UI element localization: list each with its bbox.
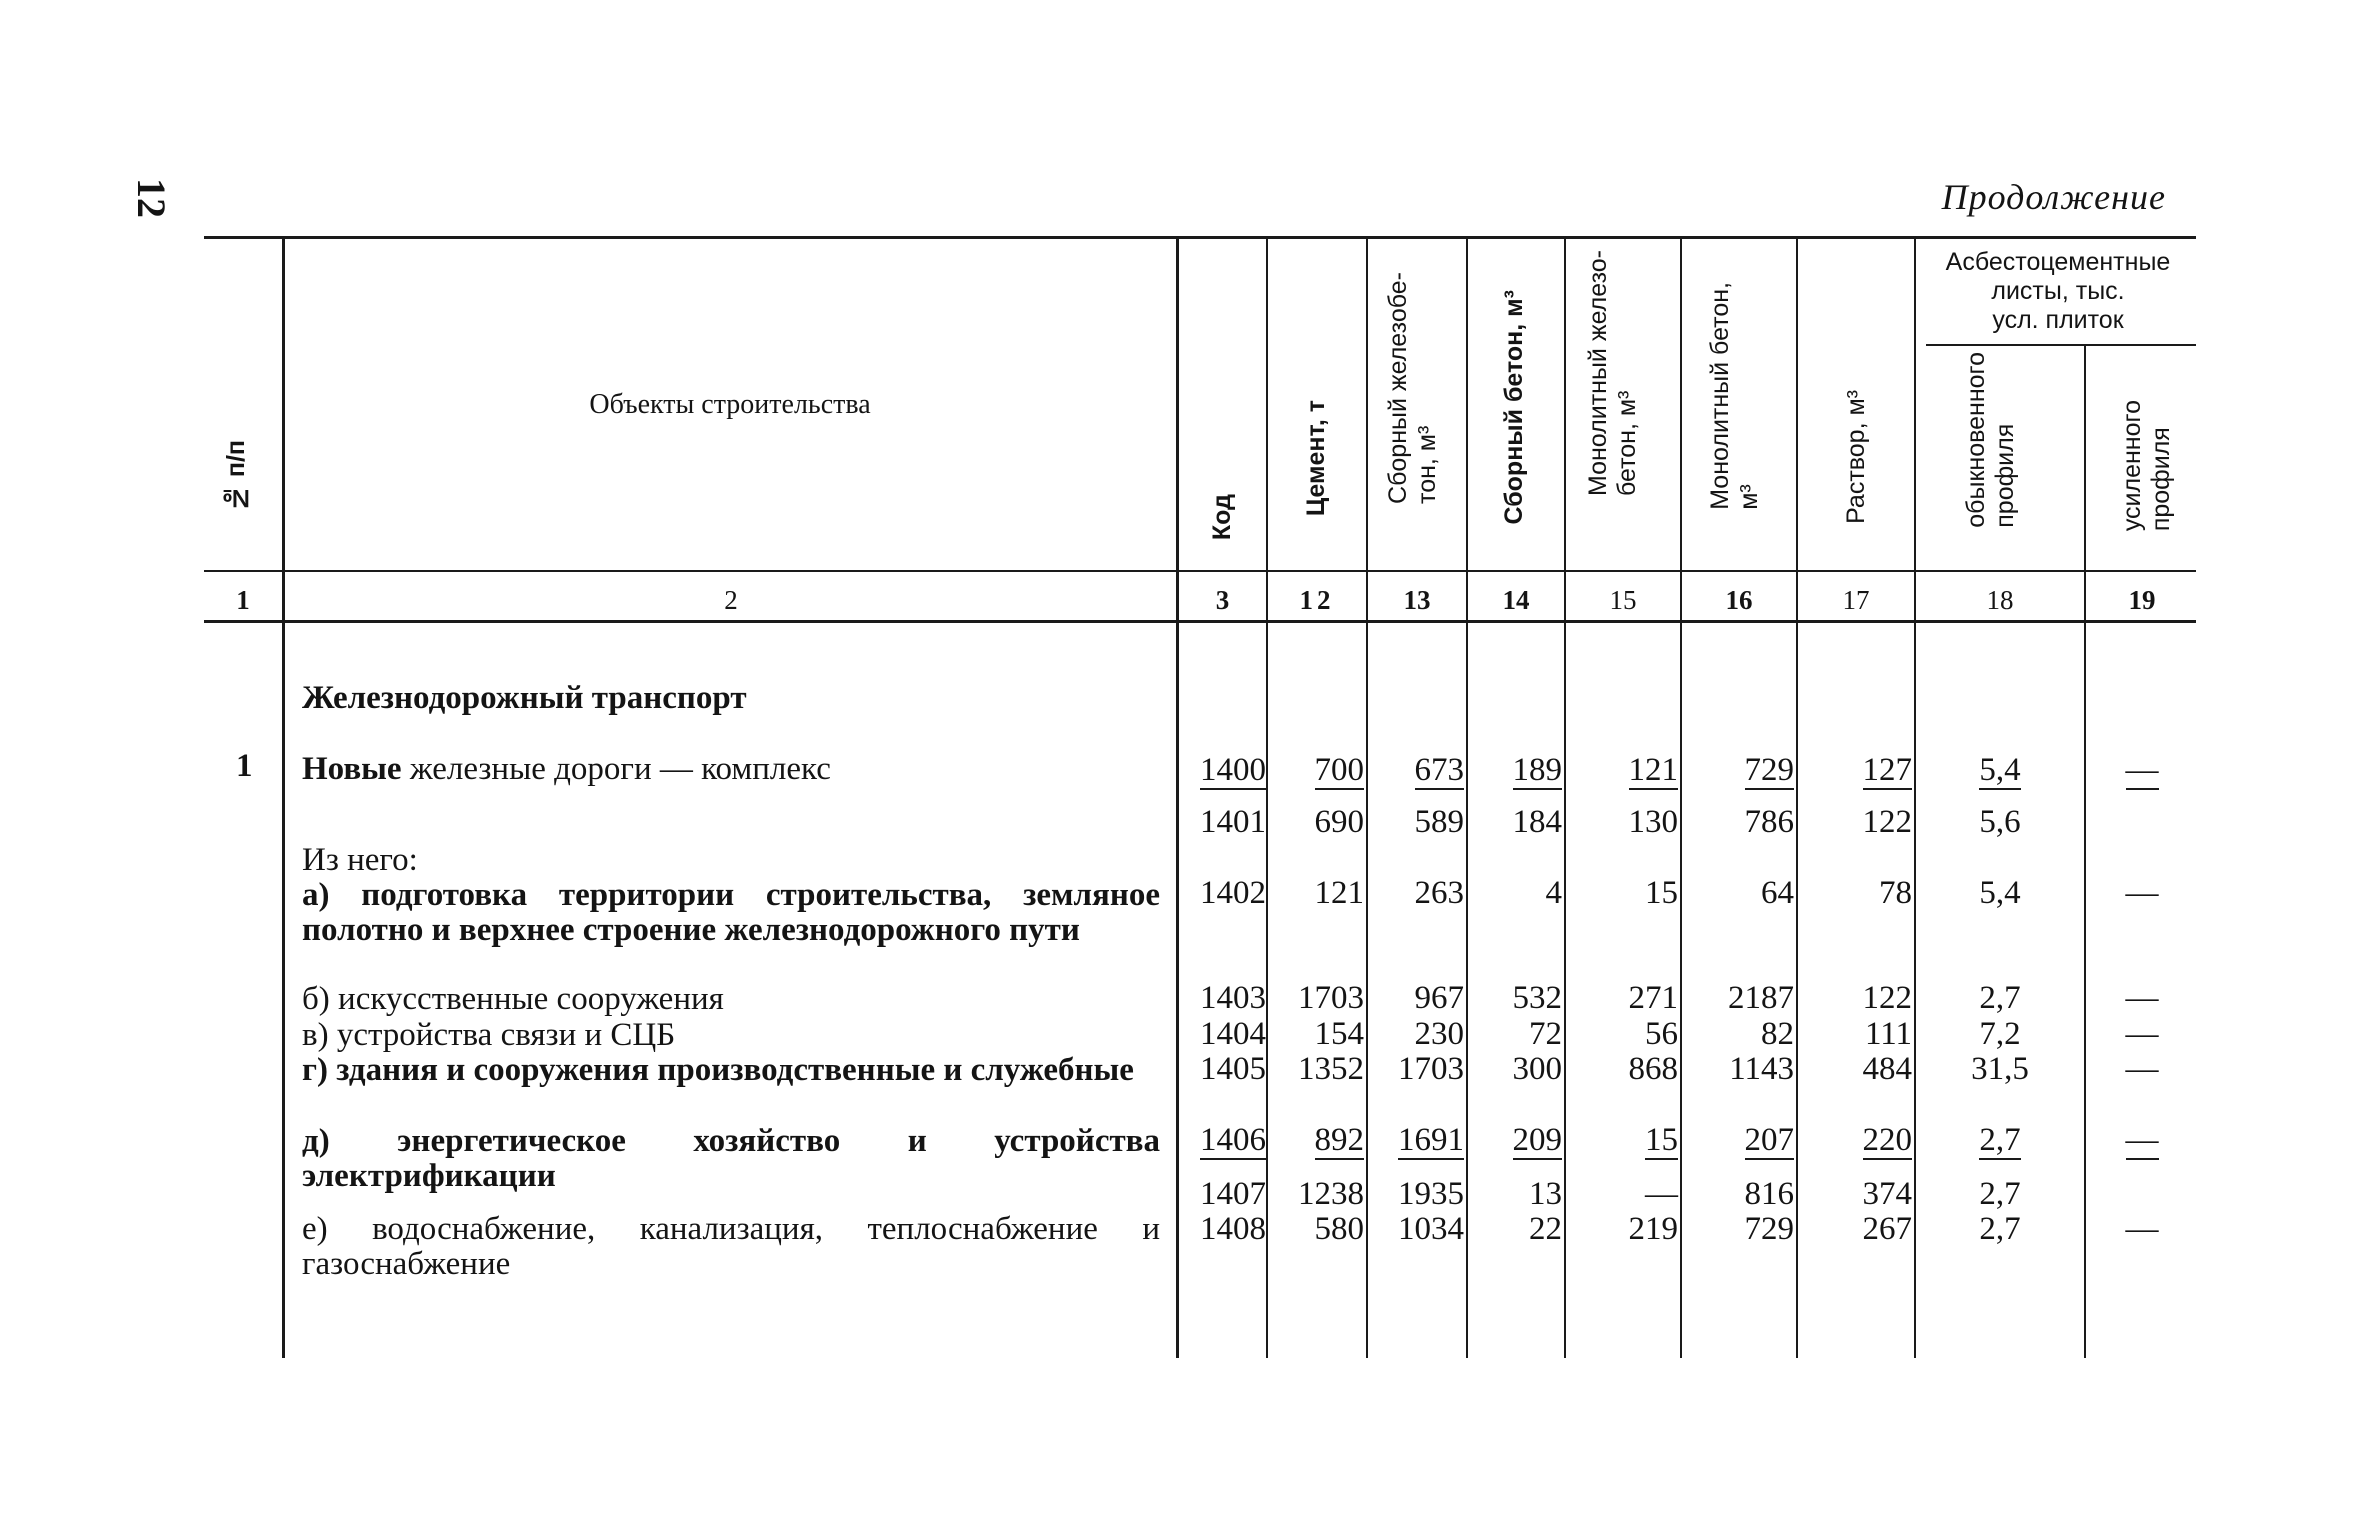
- cell-b_vals-0: [1180, 980, 1266, 1016]
- header-reinforced-l2: профиля: [2147, 427, 2175, 532]
- cell-value: 729: [1744, 1211, 1794, 1247]
- cell-value: 184: [1512, 804, 1562, 840]
- col-rule-1: [282, 238, 285, 1358]
- cell-v_vals-3: [1470, 1016, 1562, 1052]
- colnum-19: 19: [2128, 585, 2156, 615]
- cell-d_a-7: [1918, 1122, 2082, 1158]
- cell-a_vals-8: [2088, 875, 2196, 911]
- cell-value: 589: [1414, 804, 1464, 840]
- header-monolithic-concrete: [1706, 282, 1764, 510]
- cell-value: 2187: [1728, 980, 1794, 1016]
- cell-d_b-0: [1180, 1176, 1266, 1212]
- cell-r1_a-4: [1568, 752, 1678, 788]
- header-code: Код: [1208, 494, 1236, 541]
- cell-value: 78: [1879, 875, 1912, 911]
- col-rule-6: [1564, 238, 1566, 1358]
- cell-value: 2,7: [1979, 1211, 2021, 1247]
- cell-value: 1703: [1298, 980, 1364, 1016]
- cell-b_vals-4: [1568, 980, 1678, 1016]
- cell-value: 1401: [1200, 804, 1266, 840]
- cell-e_vals-0: [1180, 1211, 1266, 1247]
- cell-value: 111: [1864, 1016, 1912, 1052]
- cell-value: 121: [1314, 875, 1364, 911]
- cell-r1_a-6: [1800, 752, 1912, 788]
- cell-r1_a-2: [1370, 752, 1464, 788]
- cell-value: 580: [1314, 1211, 1364, 1247]
- header-precast-rc-l2: тон, м³: [1413, 425, 1441, 504]
- cell-value: 1408: [1200, 1211, 1266, 1247]
- header-reinforced: [2118, 400, 2176, 531]
- cell-e_vals-2: [1370, 1211, 1464, 1247]
- header-precast-rc: [1384, 272, 1442, 504]
- cell-d_a-3: [1470, 1122, 1562, 1158]
- cell-value: 13: [1529, 1176, 1562, 1212]
- header-asbestos-group: [1918, 248, 2198, 335]
- cell-value: 1405: [1200, 1051, 1266, 1087]
- row-1-label-rest: железные дороги — комплекс: [401, 751, 831, 787]
- row-g-label: г) здания и сооружения производственные и служебные: [302, 1052, 1134, 1088]
- cell-value: 7,2: [1979, 1016, 2021, 1052]
- row-a-label: а) подготовка территории строительства, земляное полотно и верхнее строение железнодорожного пути: [302, 877, 1160, 948]
- cell-value: —: [1645, 1176, 1678, 1212]
- row-v-label: в) устройства связи и СЦБ: [302, 1017, 676, 1053]
- cell-value: 374: [1862, 1176, 1912, 1212]
- cell-value: 4: [1545, 875, 1562, 911]
- cell-value: —: [2125, 1051, 2159, 1087]
- top-rule: [204, 236, 2196, 239]
- cell-value: 1703: [1398, 1051, 1464, 1087]
- cell-value: 56: [1645, 1016, 1678, 1052]
- header-row-no: № п/п: [222, 440, 250, 513]
- cell-value: 729: [1744, 752, 1794, 788]
- cell-v_vals-8: [2088, 1016, 2196, 1052]
- col-rule-7: [1680, 238, 1682, 1358]
- cell-e_vals-1: [1270, 1211, 1364, 1247]
- cell-value: 1403: [1200, 980, 1266, 1016]
- cell-d_a-2: [1370, 1122, 1464, 1158]
- cell-r1_b-1: [1270, 804, 1364, 840]
- cell-value: 1935: [1398, 1176, 1464, 1212]
- row-1-label-bold: Новые: [302, 751, 402, 787]
- cell-r1_b-3: [1470, 804, 1562, 840]
- cell-value: 2,7: [1979, 980, 2021, 1016]
- cell-e_vals-6: [1800, 1211, 1912, 1247]
- cell-value: 122: [1862, 804, 1912, 840]
- cell-value: 300: [1512, 1051, 1562, 1087]
- cell-b_vals-3: [1470, 980, 1562, 1016]
- cell-r1_a-0: [1180, 752, 1266, 788]
- cell-e_vals-8: [2088, 1211, 2196, 1247]
- colnum-13: 13: [1403, 585, 1431, 615]
- cell-r1_b-4: [1568, 804, 1678, 840]
- cell-b_vals-8: [2088, 980, 2196, 1016]
- cell-value: 1406: [1200, 1122, 1266, 1158]
- cell-value: 271: [1628, 980, 1678, 1016]
- header-cement: Цемент, т: [1302, 400, 1330, 517]
- cell-g_vals-6: [1800, 1051, 1912, 1087]
- cell-d_b-3: [1470, 1176, 1562, 1212]
- cell-value: —: [2125, 875, 2159, 911]
- cell-value: 31,5: [1971, 1051, 2029, 1087]
- cell-value: 219: [1628, 1211, 1678, 1247]
- cell-r1_b-6: [1800, 804, 1912, 840]
- cell-value: 72: [1529, 1016, 1562, 1052]
- cell-value: 267: [1862, 1211, 1912, 1247]
- cell-value: 1034: [1398, 1211, 1464, 1247]
- colnum-17: 17: [1842, 585, 1870, 615]
- cell-d_b-7: [1918, 1176, 2082, 1212]
- cell-a_vals-1: [1270, 875, 1364, 911]
- cell-g_vals-0: [1180, 1051, 1266, 1087]
- colnum-1: 1: [236, 585, 250, 615]
- cell-g_vals-3: [1470, 1051, 1562, 1087]
- row-e-label: е) водоснабжение, канализация, теплоснабжение и газоснабжение: [302, 1211, 1160, 1282]
- header-asbestos-l2: листы, тыс.: [1991, 277, 2125, 305]
- header-ordinary: [1962, 352, 2020, 528]
- cell-d_b-5: [1684, 1176, 1794, 1212]
- asbestos-sub-rule: [1926, 344, 2196, 346]
- cell-v_vals-6: [1800, 1016, 1912, 1052]
- continuation-label: Продолжение: [1941, 177, 2166, 217]
- col-rule-2: [1176, 238, 1179, 1358]
- cell-value: 64: [1761, 875, 1794, 911]
- cell-e_vals-7: [1918, 1211, 2082, 1247]
- cell-r1_b-5: [1684, 804, 1794, 840]
- cell-value: 700: [1314, 752, 1364, 788]
- cell-g_vals-8: [2088, 1051, 2196, 1087]
- cell-value: 1143: [1729, 1051, 1794, 1087]
- cell-value: 2,7: [1979, 1176, 2021, 1212]
- header-reinforced-l1: усиленного: [2118, 400, 2146, 532]
- cell-e_vals-4: [1568, 1211, 1678, 1247]
- cell-value: 154: [1314, 1016, 1364, 1052]
- cell-value: 127: [1862, 752, 1912, 788]
- colnum-18: 18: [1986, 585, 2014, 615]
- cell-value: 1402: [1200, 875, 1266, 911]
- cell-r1_a-7: [1918, 752, 2082, 788]
- cell-r1_a-3: [1470, 752, 1562, 788]
- cell-a_vals-0: [1180, 875, 1266, 911]
- cell-d_a-8: [2088, 1122, 2196, 1158]
- cell-v_vals-0: [1180, 1016, 1266, 1052]
- cell-g_vals-7: [1918, 1051, 2082, 1087]
- cell-value: 130: [1628, 804, 1678, 840]
- colnum-3: 3: [1215, 585, 1230, 615]
- col-rule-4: [1366, 238, 1368, 1358]
- header-ordinary-l1: обыкновенного: [1962, 352, 1990, 528]
- cell-value: 22: [1529, 1211, 1562, 1247]
- cell-value: 967: [1414, 980, 1464, 1016]
- cell-a_vals-3: [1470, 875, 1562, 911]
- cell-value: 15: [1645, 1122, 1678, 1158]
- cell-g_vals-1: [1270, 1051, 1364, 1087]
- cell-a_vals-7: [1918, 875, 2082, 911]
- header-monolithic-concrete-l2: м³: [1735, 484, 1763, 510]
- cell-value: 121: [1628, 752, 1678, 788]
- cell-d_a-5: [1684, 1122, 1794, 1158]
- header-monolithic-concrete-l1: Монолитный бетон,: [1706, 282, 1734, 510]
- cell-d_a-0: [1180, 1122, 1266, 1158]
- cell-b_vals-2: [1370, 980, 1464, 1016]
- header-precast-rc-l1: Сборный железобе-: [1384, 272, 1412, 504]
- row-d-label: д) энергетическое хозяйство и устройства электрификации: [302, 1123, 1160, 1194]
- cell-r1_a-5: [1684, 752, 1794, 788]
- cell-d_a-6: [1800, 1122, 1912, 1158]
- header-asbestos-l1: Асбестоцементные: [1945, 248, 2171, 276]
- header-ordinary-l2: профиля: [1991, 423, 2019, 528]
- row-b-label: б) искусственные сооружения: [302, 981, 724, 1017]
- cell-d_b-2: [1370, 1176, 1464, 1212]
- cell-value: 5,4: [1979, 752, 2021, 788]
- cell-a_vals-2: [1370, 875, 1464, 911]
- cell-g_vals-5: [1684, 1051, 1794, 1087]
- cell-a_vals-5: [1684, 875, 1794, 911]
- header-mortar: Раствор, м³: [1842, 390, 1870, 524]
- cell-g_vals-4: [1568, 1051, 1678, 1087]
- cell-d_a-4: [1568, 1122, 1678, 1158]
- colnum-2: 2: [724, 585, 738, 615]
- section-title: Железнодорожный транспорт: [302, 680, 747, 716]
- cell-value: 1400: [1200, 752, 1266, 788]
- cell-e_vals-5: [1684, 1211, 1794, 1247]
- cell-value: 230: [1414, 1016, 1464, 1052]
- cell-value: 690: [1314, 804, 1364, 840]
- cell-value: 868: [1628, 1051, 1678, 1087]
- cell-b_vals-6: [1800, 980, 1912, 1016]
- cell-value: 892: [1314, 1122, 1364, 1158]
- cell-value: 786: [1744, 804, 1794, 840]
- col-rule-3: [1266, 238, 1268, 1358]
- cell-value: 1691: [1398, 1122, 1464, 1158]
- row-number: 1: [236, 748, 253, 784]
- cell-r1_b-7: [1918, 804, 2082, 840]
- colnum-12: 12: [1299, 585, 1335, 615]
- header-monolithic-rc-l1: Монолитный железо-: [1584, 250, 1612, 497]
- cell-v_vals-5: [1684, 1016, 1794, 1052]
- cell-value: 82: [1761, 1016, 1794, 1052]
- cell-b_vals-7: [1918, 980, 2082, 1016]
- cell-a_vals-4: [1568, 875, 1678, 911]
- col-rule-10: [2084, 346, 2086, 1358]
- cell-value: 1404: [1200, 1016, 1266, 1052]
- cell-value: 263: [1414, 875, 1464, 911]
- cell-b_vals-5: [1684, 980, 1794, 1016]
- colnum-15: 15: [1609, 585, 1637, 615]
- row-1-label: [302, 752, 1160, 787]
- col-rule-5: [1466, 238, 1468, 1358]
- header-monolithic-rc: [1584, 250, 1642, 496]
- cell-value: 5,6: [1979, 804, 2021, 840]
- cell-value: —: [2125, 1016, 2159, 1052]
- cell-value: 207: [1744, 1122, 1794, 1158]
- cell-v_vals-2: [1370, 1016, 1464, 1052]
- cell-value: 532: [1512, 980, 1562, 1016]
- page-number: 12: [129, 178, 174, 218]
- cell-d_a-1: [1270, 1122, 1364, 1158]
- cell-r1_b-0: [1180, 804, 1266, 840]
- cell-value: 1238: [1298, 1176, 1364, 1212]
- header-bottom-rule: [204, 570, 2196, 572]
- cell-value: 673: [1414, 752, 1464, 788]
- cell-v_vals-4: [1568, 1016, 1678, 1052]
- header-monolithic-rc-l2: бетон, м³: [1613, 390, 1641, 497]
- cell-v_vals-1: [1270, 1016, 1364, 1052]
- cell-value: 5,4: [1979, 875, 2021, 911]
- cell-d_b-1: [1270, 1176, 1364, 1212]
- header-asbestos-l3: усл. плиток: [1992, 306, 2124, 334]
- colnum-16: 16: [1725, 585, 1753, 615]
- cell-e_vals-3: [1470, 1211, 1562, 1247]
- cell-value: 209: [1512, 1122, 1562, 1158]
- colnum-14: 14: [1502, 585, 1530, 615]
- col-rule-9: [1914, 238, 1916, 1358]
- cell-r1_b-2: [1370, 804, 1464, 840]
- cell-r1_a-8: [2088, 752, 2196, 788]
- cell-d_b-4: [1568, 1176, 1678, 1212]
- cell-value: 220: [1862, 1122, 1912, 1158]
- cell-value: —: [2125, 1211, 2159, 1247]
- colnum-bottom-rule: [204, 620, 2196, 623]
- cell-value: —: [2125, 1122, 2159, 1158]
- cell-value: 189: [1512, 752, 1562, 788]
- cell-value: —: [2125, 752, 2159, 788]
- col-rule-8: [1796, 238, 1798, 1358]
- cell-v_vals-7: [1918, 1016, 2082, 1052]
- iz-nego: Из него:: [302, 842, 418, 878]
- cell-value: 816: [1744, 1176, 1794, 1212]
- header-objects: Объекты строительства: [589, 389, 871, 420]
- cell-value: 15: [1645, 875, 1678, 911]
- cell-value: 1407: [1200, 1176, 1266, 1212]
- cell-g_vals-2: [1370, 1051, 1464, 1087]
- cell-value: 484: [1862, 1051, 1912, 1087]
- cell-value: —: [2125, 980, 2159, 1016]
- cell-b_vals-1: [1270, 980, 1364, 1016]
- cell-value: 1352: [1298, 1051, 1364, 1087]
- cell-d_b-6: [1800, 1176, 1912, 1212]
- header-precast-concrete: Сборный бетон, м³: [1500, 290, 1528, 525]
- cell-a_vals-6: [1800, 875, 1912, 911]
- cell-value: 122: [1862, 980, 1912, 1016]
- cell-r1_a-1: [1270, 752, 1364, 788]
- cell-value: 2,7: [1979, 1122, 2021, 1158]
